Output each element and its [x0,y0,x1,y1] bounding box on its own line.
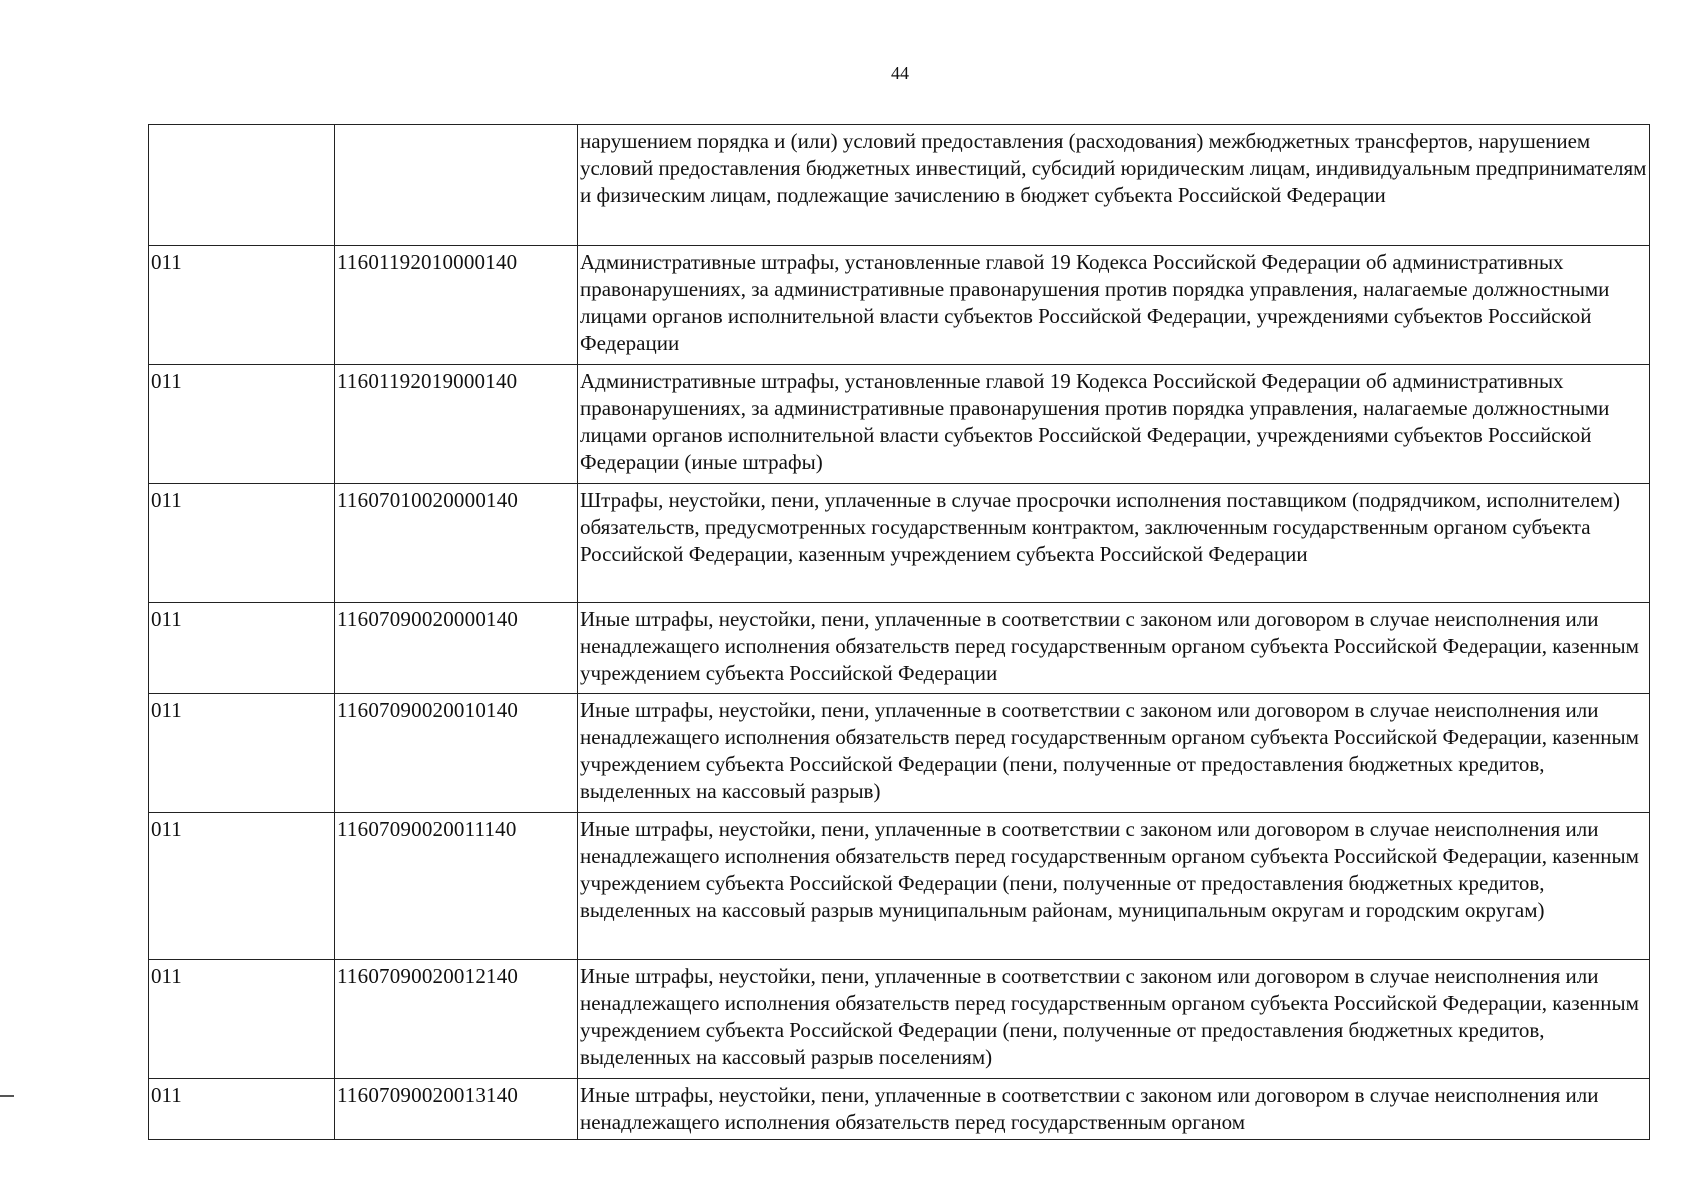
admin-code-cell: 011 [149,960,335,1079]
budget-code-cell: 11607090020013140 [335,1079,578,1140]
admin-code-cell: 011 [149,1079,335,1140]
table-row [149,365,1650,484]
table-row [149,603,1650,694]
admin-code-cell [149,125,335,246]
table-row [149,1079,1650,1140]
revenue-name-cell: Иные штрафы, неустойки, пени, уплаченные в соответствии с законом или договором в случае неисполнения или ненадлежащего исполнения обязательств перед государственным органом субъекта Российской Федерации, казенным учреждением субъекта Российской Федерации (пени, полученные от предоставления бюджетных кредитов, выделенных на кассовый разрыв муниципальным районам, муниципальным округам и городским округам) [578,813,1650,960]
table-row [149,960,1650,1079]
budget-code-cell: 11601192010000140 [335,246,578,365]
revenue-name-cell: Иные штрафы, неустойки, пени, уплаченные в соответствии с законом или договором в случае неисполнения или ненадлежащего исполнения обязательств перед государственным органом субъекта Российской Федерации, казенным учреждением субъекта Российской Федерации (пени, полученные от предоставления бюджетных кредитов, выделенных на кассовый разрыв поселениям) [578,960,1650,1079]
revenue-codes-table [148,124,1650,1140]
revenue-name-cell: нарушением порядка и (или) условий предоставления (расходования) межбюджетных трансфертов, нарушением условий предоставления бюджетных инвестиций, субсидий юридическим лицам, индивидуальным предпринимателям и физическим лицам, подлежащие зачислению в бюджет субъекта Российской Федерации [578,125,1650,246]
budget-code-cell: 11607090020010140 [335,694,578,813]
scan-artifact-mark [0,1095,14,1097]
budget-code-cell: 11607010020000140 [335,484,578,603]
revenue-name-cell: Иные штрафы, неустойки, пени, уплаченные в соответствии с законом или договором в случае неисполнения или ненадлежащего исполнения обязательств перед государственным органом субъекта Российской Федерации, казенным учреждением субъекта Российской Федерации [578,603,1650,694]
budget-code-cell: 11607090020000140 [335,603,578,694]
budget-code-cell: 11601192019000140 [335,365,578,484]
revenue-name-cell: Иные штрафы, неустойки, пени, уплаченные в соответствии с законом или договором в случае неисполнения или ненадлежащего исполнения обязательств перед государственным органом субъекта Российской Федерации, казенным учреждением субъекта Российской Федерации (пени, полученные от предоставления бюджетных кредитов, выделенных на кассовый разрыв) [578,694,1650,813]
revenue-name-cell: Штрафы, неустойки, пени, уплаченные в случае просрочки исполнения поставщиком (подрядчиком, исполнителем) обязательств, предусмотренных государственным контрактом, заключенным государственным органом субъекта Российской Федерации, казенным учреждением субъекта Российской Федерации [578,484,1650,603]
table-row [149,813,1650,960]
revenue-name-cell: Иные штрафы, неустойки, пени, уплаченные в соответствии с законом или договором в случае неисполнения или ненадлежащего исполнения обязательств перед государственным органом [578,1079,1650,1140]
table-row [149,246,1650,365]
budget-code-cell: 11607090020012140 [335,960,578,1079]
admin-code-cell: 011 [149,813,335,960]
budget-code-cell: 11607090020011140 [335,813,578,960]
admin-code-cell: 011 [149,603,335,694]
admin-code-cell: 011 [149,246,335,365]
revenue-name-cell: Административные штрафы, установленные главой 19 Кодекса Российской Федерации об административных правонарушениях, за административные правонарушения против порядка управления, налагаемые должностными лицами органов исполнительной власти субъектов Российской Федерации, учреждениями субъектов Российской Федерации [578,246,1650,365]
budget-code-cell [335,125,578,246]
admin-code-cell: 011 [149,694,335,813]
table-row [149,694,1650,813]
admin-code-cell: 011 [149,484,335,603]
revenue-name-cell: Административные штрафы, установленные главой 19 Кодекса Российской Федерации об административных правонарушениях, за административные правонарушения против порядка управления, налагаемые должностными лицами органов исполнительной власти субъектов Российской Федерации, учреждениями субъектов Российской Федерации (иные штрафы) [578,365,1650,484]
table-row [149,484,1650,603]
admin-code-cell: 011 [149,365,335,484]
page-number: 44 [891,63,909,83]
table-row [149,125,1650,246]
